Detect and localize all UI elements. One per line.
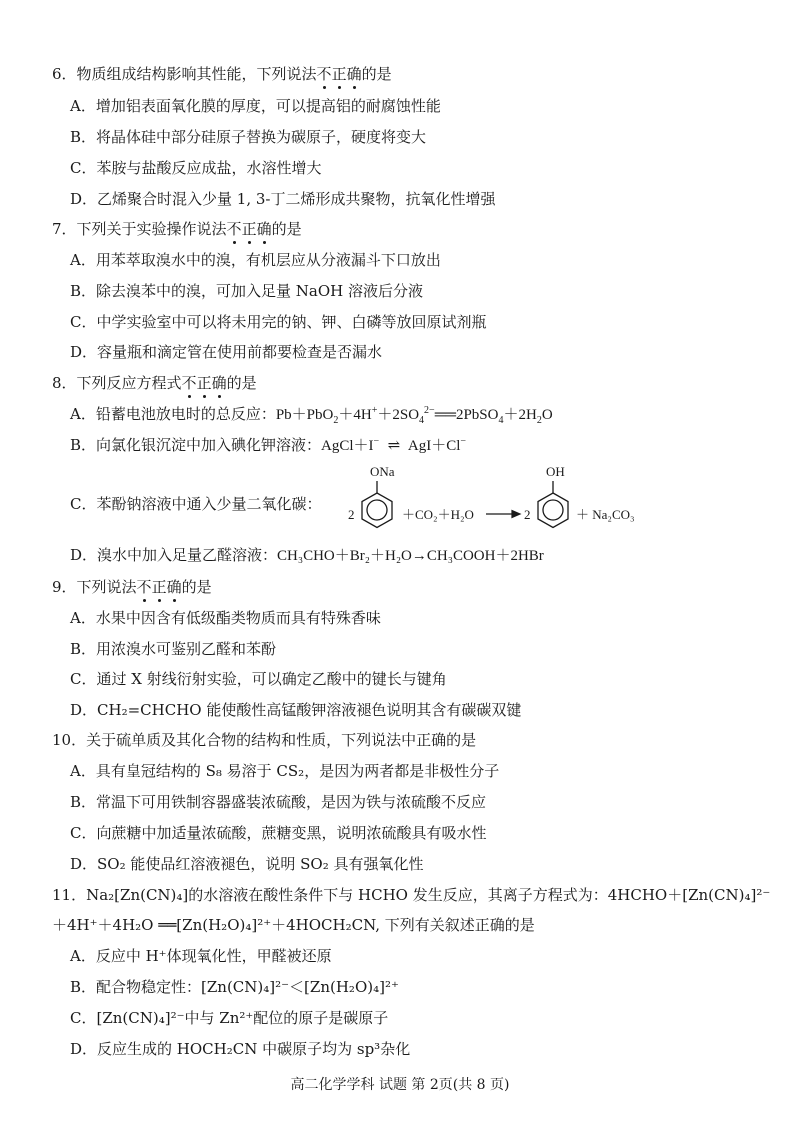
reaction-arrow	[486, 511, 520, 518]
emphasis-char: 确	[166, 578, 182, 596]
q11-option-b: B．配合物稳定性：[Zn(CN)₄]²⁻＜[Zn(H₂O)₄]²⁺	[70, 978, 399, 996]
reagents: ＋CO₂＋H₂O	[402, 507, 474, 522]
phenoxide-reaction-scheme	[330, 459, 650, 537]
emphasis-char: 不	[181, 374, 197, 392]
q10-option-c: C．向蔗糖中加适量浓硫酸，蔗糖变黑，说明浓硫酸具有吸水性	[70, 824, 487, 842]
q8-option-d: D．溴水中加入足量乙醛溶液：CH₃CHO＋Br₂＋H₂O→CH₃COOH＋2HBr	[70, 546, 544, 564]
question-9-stem: 9．下列说法不正确的是	[52, 578, 212, 596]
question-8-stem: 8．下列反应方程式不正确的是	[52, 374, 257, 392]
q11-option-a: A．反应中 H⁺体现氧化性，甲醛被还原	[70, 947, 332, 965]
coefficient: 2	[348, 507, 355, 522]
agcl-equation: AgCl＋I− ⇌ AgI＋Cl−	[321, 436, 467, 454]
lead-acid-equation: $Pb+PbO_2+4H^++2SO_4^{2-}══2PbSO_4+2H_2O$	[275, 405, 553, 426]
q8-option-c: C．苯酚钠溶液中通入少量二氧化碳：	[70, 495, 322, 513]
q8-option-b: B．向氯化银沉淀中加入碘化钾溶液：AgCl＋I− ⇌ AgI＋Cl−	[70, 436, 467, 454]
question-6-stem: 6．物质组成结构影响其性能，下列说法不正确的是	[52, 65, 392, 83]
page-footer: 高二化学学科 试题 第 2页(共 8 页)	[290, 1077, 510, 1093]
substituent-ona: ONa	[370, 464, 395, 479]
q6-option-d: D．乙烯聚合时混入少量 1, 3-丁二烯形成共聚物，抗氧化性增强	[70, 190, 496, 208]
q9-option-d: D．CH₂=CHCHO 能使酸性高锰酸钾溶液褪色说明其含有碳碳双键	[70, 701, 522, 719]
emphasis-char: 正	[241, 220, 257, 238]
q10-option-a: A．具有皇冠结构的 S₈ 易溶于 CS₂，是因为两者都是非极性分子	[70, 762, 500, 780]
q9-option-b: B．用浓溴水可鉴别乙醛和苯酚	[70, 640, 277, 658]
question-10-stem: 10．关于硫单质及其化合物的结构和性质，下列说法中正确的是	[52, 731, 477, 749]
q9-option-c: C．通过 X 射线衍射实验，可以确定乙酸中的键长与键角	[70, 670, 447, 688]
product-na2co3: ＋ Na₂CO₃	[576, 507, 635, 522]
q7-option-c: C．中学实验室中可以将未用完的钠、钾、白磷等放回原试剂瓶	[70, 313, 487, 331]
benzene-ring-1	[362, 481, 392, 528]
q6-option-c: C．苯胺与盐酸反应成盐，水溶性增大	[70, 159, 322, 177]
benzene-ring-2	[538, 481, 568, 528]
emphasis-char: 确	[211, 374, 227, 392]
question-11-stem-line-2: ＋4H⁺＋4H₂O ══[Zn(H₂O)₄]²⁺＋4HOCH₂CN, 下列有关叙述正确的是	[52, 916, 535, 934]
q7-option-d: D．容量瓶和滴定管在使用前都要检查是否漏水	[70, 343, 383, 361]
emphasis-char: 不	[136, 578, 152, 596]
q9-option-a: A．水果中因含有低级酯类物质而具有特殊香味	[70, 609, 381, 627]
emphasis-char: 正	[196, 374, 212, 392]
emphasis-char: 正	[151, 578, 167, 596]
emphasis-char: 确	[256, 220, 272, 238]
emphasis-char: 确	[346, 65, 362, 83]
q6-option-b: B．将晶体硅中部分硅原子替换为碳原子，硬度将变大	[70, 128, 427, 146]
substituent-oh: OH	[546, 464, 565, 479]
q7-option-a: A．用苯萃取溴水中的溴，有机层应从分液漏斗下口放出	[70, 251, 441, 269]
question-7-stem: 7．下列关于实验操作说法不正确的是	[52, 220, 302, 238]
emphasis-char: 正	[331, 65, 347, 83]
question-11-stem-line-1: 11．Na₂[Zn(CN)₄]的水溶液在酸性条件下与 HCHO 发生反应，其离子方程式为：4HCHO＋[Zn(CN)₄]²⁻	[52, 886, 771, 904]
q6-option-a: A．增加铝表面氧化膜的厚度，可以提高铝的耐腐蚀性能	[70, 97, 441, 115]
q10-option-b: B．常温下可用铁制容器盛装浓硫酸，是因为铁与浓硫酸不反应	[70, 793, 487, 811]
q10-option-d: D．SO₂ 能使品红溶液褪色，说明 SO₂ 具有强氧化性	[70, 855, 424, 873]
coefficient: 2	[524, 507, 531, 522]
emphasis-char: 不	[226, 220, 242, 238]
emphasis-char: 不	[316, 65, 332, 83]
q11-option-c: C．[Zn(CN)₄]²⁻中与 Zn²⁺配位的原子是碳原子	[70, 1009, 389, 1027]
q11-option-d: D．反应生成的 HOCH₂CN 中碳原子均为 sp³杂化	[70, 1040, 411, 1058]
q7-option-b: B．除去溴苯中的溴，可加入足量 NaOH 溶液后分液	[70, 282, 424, 300]
q8-option-a: A．铅蓄电池放电时的总反应：$Pb+PbO_2+4H^++2SO_4^{2-}══2PbSO_4+2H_2O$	[70, 405, 553, 426]
